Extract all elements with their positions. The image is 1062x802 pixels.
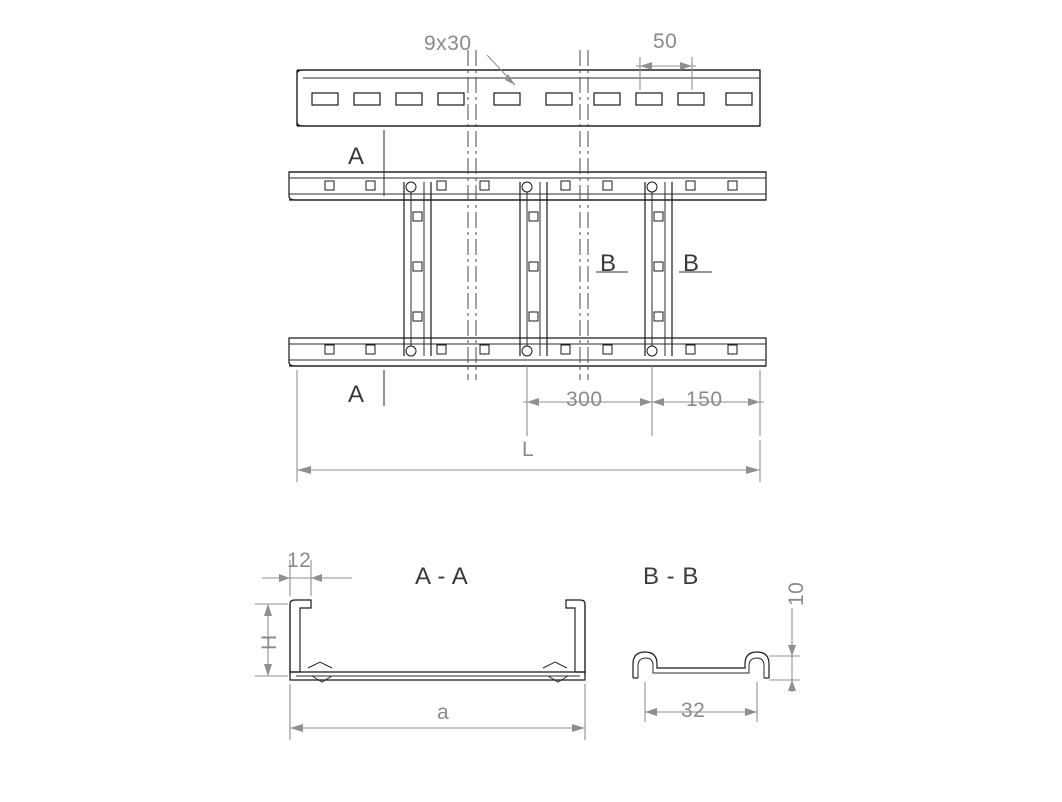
dim-label-L: L [522, 438, 535, 461]
section-a-a-geometry [290, 600, 585, 682]
dim-label-12: 12 [287, 549, 312, 572]
view-label-a-a: A - A [415, 563, 469, 590]
dim-300-150 [523, 366, 764, 436]
dim-label-150: 150 [686, 388, 723, 411]
dim-label-9x30: 9x30 [424, 32, 472, 55]
dim-label-a: a [437, 701, 450, 724]
section-b-b-geometry [633, 652, 769, 678]
top-view-rail [297, 70, 760, 126]
dim-label-50: 50 [653, 30, 678, 53]
section-mark-b-left: B [600, 250, 617, 277]
dim-label-300: 300 [566, 388, 603, 411]
rung-1 [404, 182, 431, 356]
dim-label-H: H [258, 634, 281, 650]
dim-label-10: 10 [785, 581, 808, 606]
dim-label-32: 32 [681, 699, 706, 722]
rung-2 [520, 182, 547, 356]
dim-L [297, 370, 760, 482]
rung-3 [645, 182, 672, 356]
section-mark-a-top: A [348, 143, 365, 170]
dim-10 [769, 608, 800, 692]
dim-50 [636, 57, 696, 90]
view-label-b-b: B - B [643, 563, 699, 590]
section-mark-b-right: B [683, 250, 700, 277]
section-mark-a-bottom: A [348, 381, 365, 408]
